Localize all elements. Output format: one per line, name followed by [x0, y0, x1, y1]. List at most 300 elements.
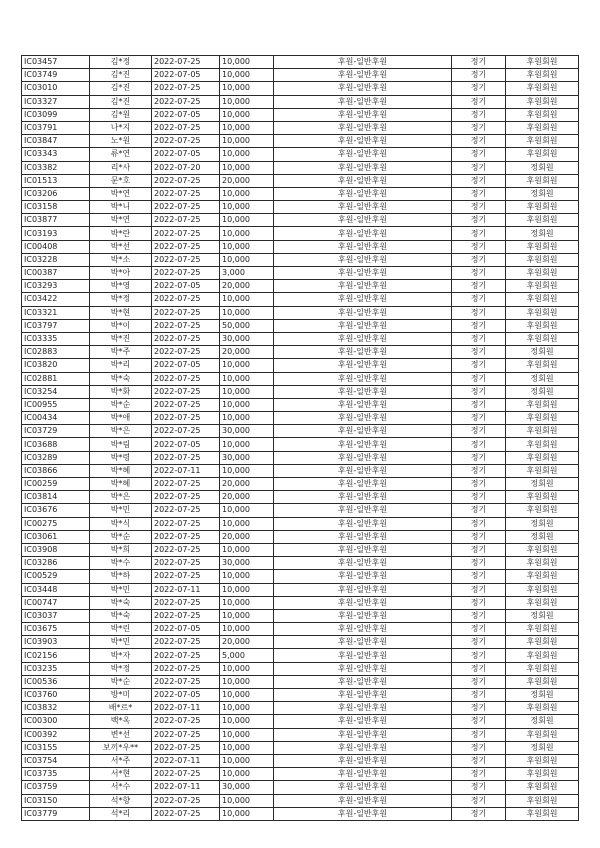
member-name-cell: 박*화: [90, 385, 152, 398]
member-id-cell: IC03235: [22, 662, 90, 675]
amount-cell: 10,000: [220, 95, 274, 108]
donation-type-cell: 후원-일반후원: [274, 359, 452, 372]
donation-type-cell: 후원-일반후원: [274, 689, 452, 702]
table-row: [22, 319, 579, 332]
member-name-cell: 박*민: [90, 583, 152, 596]
amount-cell: 10,000: [220, 438, 274, 451]
donation-type-cell: 후원-일반후원: [274, 425, 452, 438]
cycle-cell: 정기: [452, 174, 506, 187]
amount-cell: 10,000: [220, 609, 274, 622]
amount-cell: 10,000: [220, 754, 274, 767]
member-name-cell: 석*향: [90, 794, 152, 807]
member-name-cell: 박*숙: [90, 609, 152, 622]
member-name-cell: 박*영: [90, 280, 152, 293]
member-grade-cell: 정회원: [506, 346, 579, 359]
member-id-cell: IC03343: [22, 148, 90, 161]
table-row: [22, 517, 579, 530]
member-id-cell: IC00955: [22, 398, 90, 411]
cycle-cell: 정기: [452, 741, 506, 754]
cycle-cell: 정기: [452, 570, 506, 583]
member-id-cell: IC03754: [22, 754, 90, 767]
member-grade-cell: 후원회원: [506, 359, 579, 372]
cycle-cell: 정기: [452, 754, 506, 767]
member-grade-cell: 정회원: [506, 227, 579, 240]
table-row: [22, 807, 579, 820]
member-id-cell: IC03321: [22, 306, 90, 319]
donation-type-cell: 후원-일반후원: [274, 240, 452, 253]
cycle-cell: 정기: [452, 201, 506, 214]
member-grade-cell: 후원회원: [506, 675, 579, 688]
date-cell: 2022-07-25: [152, 121, 220, 134]
date-cell: 2022-07-25: [152, 609, 220, 622]
member-grade-cell: 후원회원: [506, 280, 579, 293]
member-name-cell: 김*원: [90, 108, 152, 121]
member-grade-cell: 후원회원: [506, 332, 579, 345]
date-cell: 2022-07-25: [152, 517, 220, 530]
date-cell: 2022-07-25: [152, 728, 220, 741]
amount-cell: 10,000: [220, 253, 274, 266]
amount-cell: 10,000: [220, 135, 274, 148]
donation-type-cell: 후원-일반후원: [274, 135, 452, 148]
date-cell: 2022-07-25: [152, 768, 220, 781]
member-id-cell: IC00529: [22, 570, 90, 583]
member-name-cell: 박*수: [90, 557, 152, 570]
member-grade-cell: 후원회원: [506, 69, 579, 82]
table-row: [22, 451, 579, 464]
member-id-cell: IC03688: [22, 438, 90, 451]
amount-cell: 10,000: [220, 675, 274, 688]
member-name-cell: 박*하: [90, 570, 152, 583]
member-id-cell: IC03735: [22, 768, 90, 781]
member-grade-cell: 후원회원: [506, 754, 579, 767]
member-grade-cell: 정회원: [506, 478, 579, 491]
member-name-cell: 김*진: [90, 95, 152, 108]
amount-cell: 10,000: [220, 662, 274, 675]
amount-cell: 10,000: [220, 715, 274, 728]
amount-cell: 10,000: [220, 596, 274, 609]
donation-type-cell: 후원-일반후원: [274, 385, 452, 398]
amount-cell: 20,000: [220, 174, 274, 187]
member-id-cell: IC03457: [22, 56, 90, 69]
member-id-cell: IC03847: [22, 135, 90, 148]
table-row: [22, 56, 579, 69]
cycle-cell: 정기: [452, 491, 506, 504]
table-row: [22, 148, 579, 161]
amount-cell: 10,000: [220, 293, 274, 306]
donation-type-cell: 후원-일반후원: [274, 596, 452, 609]
member-name-cell: 박*순: [90, 530, 152, 543]
member-name-cell: 노*원: [90, 135, 152, 148]
member-grade-cell: 후원회원: [506, 794, 579, 807]
member-name-cell: 서*수: [90, 781, 152, 794]
table-row: [22, 135, 579, 148]
member-id-cell: IC03010: [22, 82, 90, 95]
table-row: [22, 108, 579, 121]
cycle-cell: 정기: [452, 425, 506, 438]
member-grade-cell: 후원회원: [506, 464, 579, 477]
table-row: [22, 346, 579, 359]
date-cell: 2022-07-25: [152, 332, 220, 345]
donation-type-cell: 후원-일반후원: [274, 438, 452, 451]
member-name-cell: 박*민: [90, 636, 152, 649]
cycle-cell: 정기: [452, 412, 506, 425]
date-cell: 2022-07-25: [152, 491, 220, 504]
member-name-cell: 변*선: [90, 728, 152, 741]
member-name-cell: 박*린: [90, 623, 152, 636]
member-name-cell: 박*정: [90, 293, 152, 306]
table-row: [22, 332, 579, 345]
donation-type-cell: 후원-일반후원: [274, 280, 452, 293]
cycle-cell: 정기: [452, 596, 506, 609]
date-cell: 2022-07-05: [152, 108, 220, 121]
amount-cell: 5,000: [220, 649, 274, 662]
donation-type-cell: 후원-일반후원: [274, 728, 452, 741]
donation-type-cell: 후원-일반후원: [274, 583, 452, 596]
table-row: [22, 728, 579, 741]
donation-type-cell: 후원-일반후원: [274, 412, 452, 425]
date-cell: 2022-07-25: [152, 570, 220, 583]
donation-type-cell: 후원-일반후원: [274, 201, 452, 214]
table-row: [22, 689, 579, 702]
donation-type-cell: 후원-일반후원: [274, 807, 452, 820]
member-grade-cell: 정회원: [506, 161, 579, 174]
amount-cell: 10,000: [220, 728, 274, 741]
member-id-cell: IC00392: [22, 728, 90, 741]
cycle-cell: 정기: [452, 240, 506, 253]
member-name-cell: 석*리: [90, 807, 152, 820]
donation-type-cell: 후원-일반후원: [274, 491, 452, 504]
date-cell: 2022-07-25: [152, 557, 220, 570]
table-row: [22, 794, 579, 807]
member-id-cell: IC03155: [22, 741, 90, 754]
cycle-cell: 정기: [452, 280, 506, 293]
amount-cell: 10,000: [220, 359, 274, 372]
cycle-cell: 정기: [452, 293, 506, 306]
cycle-cell: 정기: [452, 689, 506, 702]
member-grade-cell: 후원회원: [506, 636, 579, 649]
cycle-cell: 정기: [452, 530, 506, 543]
member-grade-cell: 후원회원: [506, 807, 579, 820]
member-grade-cell: 정회원: [506, 187, 579, 200]
member-id-cell: IC03760: [22, 689, 90, 702]
date-cell: 2022-07-11: [152, 781, 220, 794]
member-grade-cell: 후원회원: [506, 293, 579, 306]
date-cell: 2022-07-25: [152, 227, 220, 240]
member-name-cell: 박*림: [90, 438, 152, 451]
amount-cell: 10,000: [220, 464, 274, 477]
cycle-cell: 정기: [452, 794, 506, 807]
member-name-cell: 박*은: [90, 425, 152, 438]
amount-cell: 10,000: [220, 570, 274, 583]
table-row: [22, 504, 579, 517]
amount-cell: 10,000: [220, 187, 274, 200]
member-grade-cell: 후원회원: [506, 583, 579, 596]
cycle-cell: 정기: [452, 148, 506, 161]
cycle-cell: 정기: [452, 56, 506, 69]
member-grade-cell: 후원회원: [506, 148, 579, 161]
member-id-cell: IC03293: [22, 280, 90, 293]
cycle-cell: 정기: [452, 464, 506, 477]
table-row: [22, 121, 579, 134]
table-row: [22, 754, 579, 767]
date-cell: 2022-07-25: [152, 715, 220, 728]
donation-type-cell: 후원-일반후원: [274, 332, 452, 345]
cycle-cell: 정기: [452, 609, 506, 622]
table-row: [22, 306, 579, 319]
member-id-cell: IC03749: [22, 69, 90, 82]
table-row: [22, 662, 579, 675]
amount-cell: 10,000: [220, 702, 274, 715]
date-cell: 2022-07-25: [152, 82, 220, 95]
member-grade-cell: 후원회원: [506, 306, 579, 319]
table-row: [22, 214, 579, 227]
amount-cell: 10,000: [220, 623, 274, 636]
member-name-cell: 박*소: [90, 253, 152, 266]
cycle-cell: 정기: [452, 715, 506, 728]
date-cell: 2022-07-20: [152, 161, 220, 174]
member-grade-cell: 정회원: [506, 609, 579, 622]
member-id-cell: IC03150: [22, 794, 90, 807]
member-grade-cell: 후원회원: [506, 214, 579, 227]
amount-cell: 10,000: [220, 306, 274, 319]
cycle-cell: 정기: [452, 319, 506, 332]
date-cell: 2022-07-25: [152, 306, 220, 319]
member-id-cell: IC01513: [22, 174, 90, 187]
member-grade-cell: 후원회원: [506, 267, 579, 280]
amount-cell: 10,000: [220, 741, 274, 754]
member-grade-cell: 후원회원: [506, 56, 579, 69]
donation-type-cell: 후원-일반후원: [274, 517, 452, 530]
donation-type-cell: 후원-일반후원: [274, 649, 452, 662]
member-grade-cell: 후원회원: [506, 623, 579, 636]
donation-table: [21, 55, 579, 821]
member-name-cell: 박*연: [90, 214, 152, 227]
amount-cell: 30,000: [220, 781, 274, 794]
member-id-cell: IC03903: [22, 636, 90, 649]
member-id-cell: IC02881: [22, 372, 90, 385]
member-id-cell: IC03228: [22, 253, 90, 266]
member-name-cell: 박*란: [90, 227, 152, 240]
amount-cell: 10,000: [220, 385, 274, 398]
member-grade-cell: 후원회원: [506, 768, 579, 781]
cycle-cell: 정기: [452, 649, 506, 662]
date-cell: 2022-07-11: [152, 464, 220, 477]
date-cell: 2022-07-25: [152, 794, 220, 807]
cycle-cell: 정기: [452, 438, 506, 451]
amount-cell: 20,000: [220, 280, 274, 293]
member-grade-cell: 정회원: [506, 385, 579, 398]
cycle-cell: 정기: [452, 108, 506, 121]
amount-cell: 10,000: [220, 412, 274, 425]
donation-type-cell: 후원-일반후원: [274, 557, 452, 570]
member-id-cell: IC03820: [22, 359, 90, 372]
member-id-cell: IC03099: [22, 108, 90, 121]
table-row: [22, 161, 579, 174]
date-cell: 2022-07-25: [152, 385, 220, 398]
table-row: [22, 583, 579, 596]
donation-type-cell: 후원-일반후원: [274, 504, 452, 517]
amount-cell: 10,000: [220, 504, 274, 517]
member-id-cell: IC03289: [22, 451, 90, 464]
member-id-cell: IC00259: [22, 478, 90, 491]
amount-cell: 10,000: [220, 82, 274, 95]
donation-type-cell: 후원-일반후원: [274, 121, 452, 134]
member-grade-cell: 후원회원: [506, 570, 579, 583]
member-id-cell: IC03779: [22, 807, 90, 820]
date-cell: 2022-07-05: [152, 438, 220, 451]
amount-cell: 10,000: [220, 69, 274, 82]
member-name-cell: 박*혜: [90, 464, 152, 477]
member-id-cell: IC03327: [22, 95, 90, 108]
member-id-cell: IC03382: [22, 161, 90, 174]
donation-type-cell: 후원-일반후원: [274, 95, 452, 108]
date-cell: 2022-07-25: [152, 596, 220, 609]
date-cell: 2022-07-25: [152, 214, 220, 227]
cycle-cell: 정기: [452, 135, 506, 148]
date-cell: 2022-07-25: [152, 504, 220, 517]
table-row: [22, 293, 579, 306]
member-name-cell: 박*식: [90, 517, 152, 530]
amount-cell: 20,000: [220, 530, 274, 543]
date-cell: 2022-07-25: [152, 56, 220, 69]
member-id-cell: IC00387: [22, 267, 90, 280]
donation-type-cell: 후원-일반후원: [274, 187, 452, 200]
date-cell: 2022-07-05: [152, 359, 220, 372]
date-cell: 2022-07-11: [152, 583, 220, 596]
date-cell: 2022-07-05: [152, 69, 220, 82]
date-cell: 2022-07-25: [152, 187, 220, 200]
member-id-cell: IC02883: [22, 346, 90, 359]
member-grade-cell: 정회원: [506, 530, 579, 543]
member-grade-cell: 후원회원: [506, 543, 579, 556]
member-name-cell: 서*현: [90, 768, 152, 781]
donation-type-cell: 후원-일반후원: [274, 715, 452, 728]
member-id-cell: IC00434: [22, 412, 90, 425]
amount-cell: 20,000: [220, 636, 274, 649]
member-name-cell: 박*진: [90, 332, 152, 345]
member-name-cell: 방*미: [90, 689, 152, 702]
member-name-cell: 박*령: [90, 451, 152, 464]
member-grade-cell: 후원회원: [506, 108, 579, 121]
table-row: [22, 741, 579, 754]
cycle-cell: 정기: [452, 95, 506, 108]
donation-type-cell: 후원-일반후원: [274, 214, 452, 227]
member-grade-cell: 후원회원: [506, 596, 579, 609]
member-grade-cell: 후원회원: [506, 398, 579, 411]
member-id-cell: IC03791: [22, 121, 90, 134]
donation-type-cell: 후원-일반후원: [274, 346, 452, 359]
amount-cell: 3,000: [220, 267, 274, 280]
donation-type-cell: 후원-일반후원: [274, 794, 452, 807]
cycle-cell: 정기: [452, 451, 506, 464]
table-row: [22, 636, 579, 649]
date-cell: 2022-07-25: [152, 319, 220, 332]
donation-type-cell: 후원-일반후원: [274, 768, 452, 781]
member-name-cell: 박*은: [90, 491, 152, 504]
donation-type-cell: 후원-일반후원: [274, 398, 452, 411]
date-cell: 2022-07-25: [152, 649, 220, 662]
donation-type-cell: 후원-일반후원: [274, 69, 452, 82]
table-row: [22, 69, 579, 82]
cycle-cell: 정기: [452, 306, 506, 319]
donation-type-cell: 후원-일반후원: [274, 754, 452, 767]
cycle-cell: 정기: [452, 662, 506, 675]
amount-cell: 10,000: [220, 121, 274, 134]
member-grade-cell: 후원회원: [506, 82, 579, 95]
cycle-cell: 정기: [452, 636, 506, 649]
donation-type-cell: 후원-일반후원: [274, 293, 452, 306]
donation-type-cell: 후원-일반후원: [274, 609, 452, 622]
cycle-cell: 정기: [452, 69, 506, 82]
member-name-cell: 보끼*우**: [90, 741, 152, 754]
member-name-cell: 박*순: [90, 398, 152, 411]
amount-cell: 10,000: [220, 372, 274, 385]
cycle-cell: 정기: [452, 398, 506, 411]
table-row: [22, 530, 579, 543]
member-grade-cell: 정회원: [506, 372, 579, 385]
member-name-cell: 서*주: [90, 754, 152, 767]
cycle-cell: 정기: [452, 332, 506, 345]
member-grade-cell: 후원회원: [506, 240, 579, 253]
member-id-cell: IC03206: [22, 187, 90, 200]
member-name-cell: 류*연: [90, 148, 152, 161]
donation-type-cell: 후원-일반후원: [274, 372, 452, 385]
member-name-cell: 박*정: [90, 662, 152, 675]
member-name-cell: 박*민: [90, 504, 152, 517]
member-name-cell: 박*현: [90, 306, 152, 319]
cycle-cell: 정기: [452, 253, 506, 266]
date-cell: 2022-07-05: [152, 280, 220, 293]
date-cell: 2022-07-25: [152, 201, 220, 214]
cycle-cell: 정기: [452, 623, 506, 636]
member-grade-cell: 후원회원: [506, 121, 579, 134]
member-id-cell: IC03254: [22, 385, 90, 398]
cycle-cell: 정기: [452, 728, 506, 741]
member-name-cell: 박*자: [90, 649, 152, 662]
table-row: [22, 649, 579, 662]
donation-type-cell: 후원-일반후원: [274, 662, 452, 675]
table-row: [22, 491, 579, 504]
amount-cell: 10,000: [220, 689, 274, 702]
amount-cell: 10,000: [220, 543, 274, 556]
date-cell: 2022-07-25: [152, 253, 220, 266]
cycle-cell: 정기: [452, 517, 506, 530]
date-cell: 2022-07-05: [152, 623, 220, 636]
amount-cell: 10,000: [220, 201, 274, 214]
cycle-cell: 정기: [452, 807, 506, 820]
member-id-cell: IC03908: [22, 543, 90, 556]
member-grade-cell: 후원회원: [506, 491, 579, 504]
table-row: [22, 95, 579, 108]
member-id-cell: IC03814: [22, 491, 90, 504]
member-name-cell: 박*이: [90, 319, 152, 332]
member-name-cell: 나*지: [90, 121, 152, 134]
member-grade-cell: 후원회원: [506, 451, 579, 464]
table-row: [22, 623, 579, 636]
table-row: [22, 412, 579, 425]
date-cell: 2022-07-25: [152, 451, 220, 464]
member-name-cell: 김*진: [90, 69, 152, 82]
table-row: [22, 201, 579, 214]
member-grade-cell: 후원회원: [506, 253, 579, 266]
amount-cell: 30,000: [220, 557, 274, 570]
date-cell: 2022-07-25: [152, 398, 220, 411]
donation-type-cell: 후원-일반후원: [274, 227, 452, 240]
member-name-cell: 김*진: [90, 82, 152, 95]
date-cell: 2022-07-25: [152, 135, 220, 148]
member-name-cell: 박*애: [90, 412, 152, 425]
table-row: [22, 359, 579, 372]
